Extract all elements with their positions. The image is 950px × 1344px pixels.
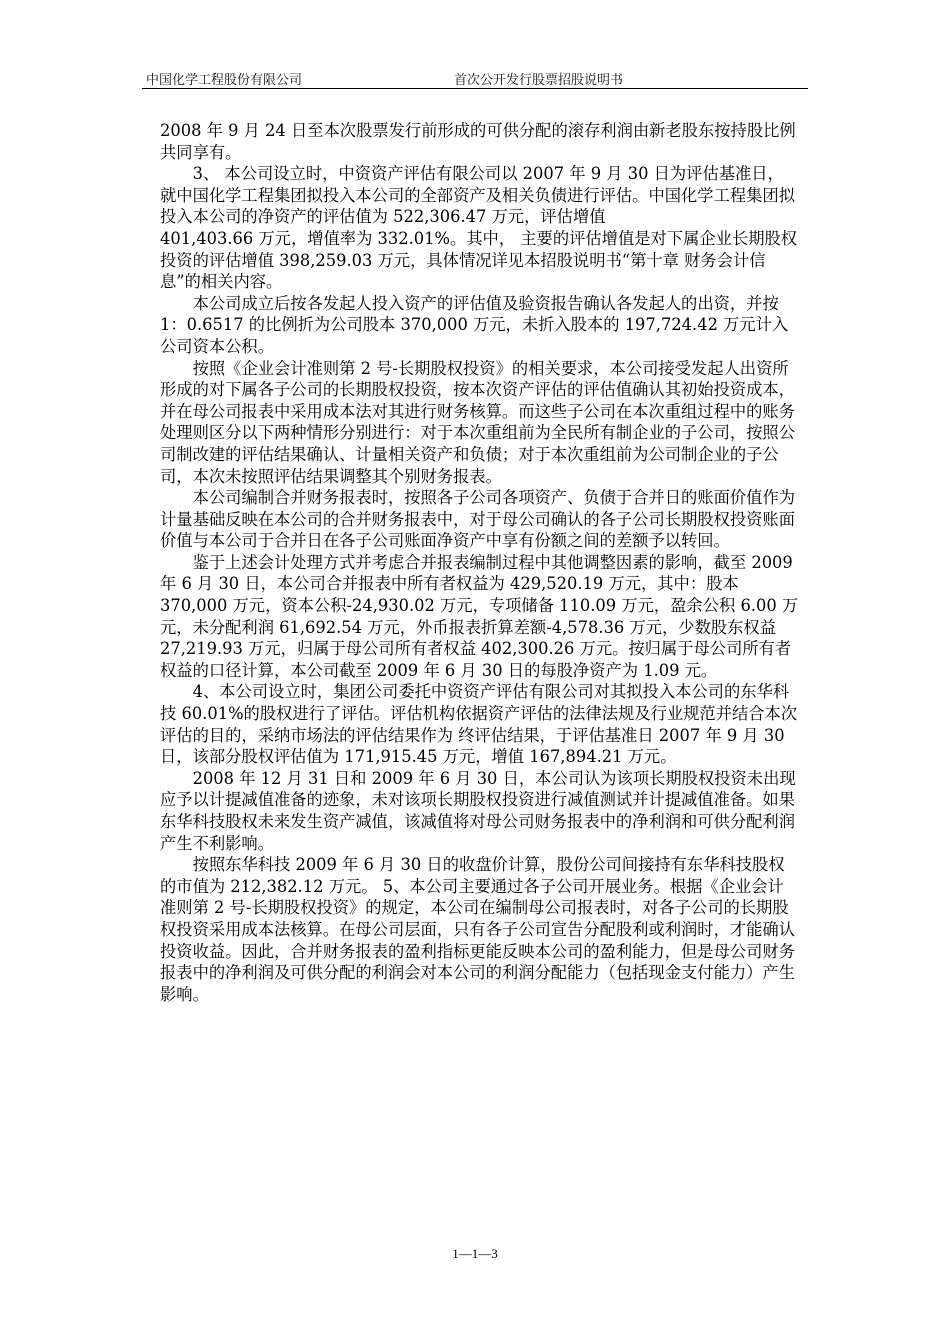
- paragraph: 2008 年 9 月 24 日至本次股票发行前形成的可供分配的滚存利润由新老股东按持股比例共同享有。: [160, 121, 796, 162]
- paragraph: 鉴于上述会计处理方式并考虑合并报表编制过程中其他调整因素的影响，截至 2009 年 6 月 30 日，本公司合并报表中所有者权益为 429,520.19 万元，其中：股本: [160, 552, 793, 594]
- header-document-title: 首次公开发行股票招股说明书: [454, 73, 624, 88]
- paragraph: 370,000 万元，资本公积-24,930.02 万元，专项储备 110.09 万元，盈余公积 6.00 万元，未分配利润 61,692.54 万元，外币报表折算差额-4,578.36 万元，少数股东权益 27,219.93 万元，归属于母公司所有者权益 402,300.26 万元。按归属于母公司所有者权益的口径计算，本公司截至 2009 年 6 月 30 日的每股净资产为 1.09 元。: [160, 596, 799, 680]
- paragraph: 本公司编制合并财务报表时，按照各子公司各项资产、负债于合并日的账面价值作为计量基础反映在本公司的合并财务报表中，对于母公司确认的各子公司长期股权投资账面价值与本公司于合并日在各子公司账面净资产中享有份额之间的差额予以转回。: [160, 488, 796, 551]
- paragraph: 本公司成立后按各发起人投入资产的评估值及验资报告确认各发起人的出资，并按 1：0.6517 的比例折为公司股本 370,000 万元，未折入股本的 197,724.42 万元计入公司资本公积。: [160, 293, 789, 356]
- paragraph: 401,403.66 万元，增值率为 332.01%。其中， 主要的评估增值是对下属企业长期股权投资的评估增值 398,259.03 万元，具体情况详见本招股说明书“第十章 财务会计信息”的相关内容。: [160, 228, 798, 292]
- paragraph: 3、 本公司设立时，中资资产评估有限公司以 2007 年 9 月 30 日为评估基准日，就中国化学工程集团拟投入本公司的全部资产及相关负债进行评估。中国化学工程集团拟投入本公司的净资产的评估值为 522,306.47 万元，评估增值: [160, 164, 795, 227]
- paragraph: 4、本公司设立时，集团公司委托中资资产评估有限公司对其拟投入本公司的东华科技 60.01%的股权进行了评估。评估机构依据资产评估的法律法规及行业规范并结合本次评估的目的，采纳市场法的评估结果作为 终评估结果，于评估基准日 2007 年 9 月 30 日，该部分股权评估值为 171,915.45 万元，增值 167,894.21 万元。: [160, 682, 798, 767]
- paragraph: 按照《企业会计准则第 2 号-长期股权投资》的相关要求，本公司接受发起人出资所形成的对下属各子公司的长期股权投资，按本次资产评估的评估值确认其初始投资成本，并在母公司报表中采用成本法对其进行财务核算。而这些子公司在本次重组过程中的账务处理则区分以下两种情形分别进行：对于本次重组前为全民所有制企业的子公司，按照公司制改建的评估结果确认、计量相关资产和负债；对于本次重组前为公司制企业的子公司，本次未按照评估结果调整其个别财务报表。: [160, 358, 795, 486]
- paragraph: 按照东华科技 2009 年 6 月 30 日的收盘价计算，股份公司间接持有东华科技股权的市值为 212,382.12 万元。 5、本公司主要通过各子公司开展业务。根据《企业会计准则第 2 号-长期股权投资》的规定，本公司在编制母公司报表时，对各子公司的长期股权投资采用成本法核算。在母公司层面，只有各子公司宣告分配股利或利润时，才能确认投资收益。因此，合并财务报表的盈利指标更能反映本公司的盈利能力，但是母公司财务报表中的净利润及可供分配的利润会对本公司的利润分配能力（包括现金支付能力）产生影响。: [160, 855, 795, 1004]
- document-body: [160, 120, 800, 1005]
- page-header: [142, 66, 808, 89]
- page-number: 1—1—3: [452, 1246, 498, 1261]
- paragraph: 2008 年 12 月 31 日和 2009 年 6 月 30 日，本公司认为该项长期股权投资未出现应予以计提减值准备的迹象，未对该项长期股权投资进行减值测试并计提减值准备。如果东华科技股权未来发生资产减值，该减值将对母公司财务报表中的净利润和可供分配利润产生不利影响。: [160, 768, 796, 853]
- header-company-name: 中国化学工程股份有限公司: [146, 73, 303, 88]
